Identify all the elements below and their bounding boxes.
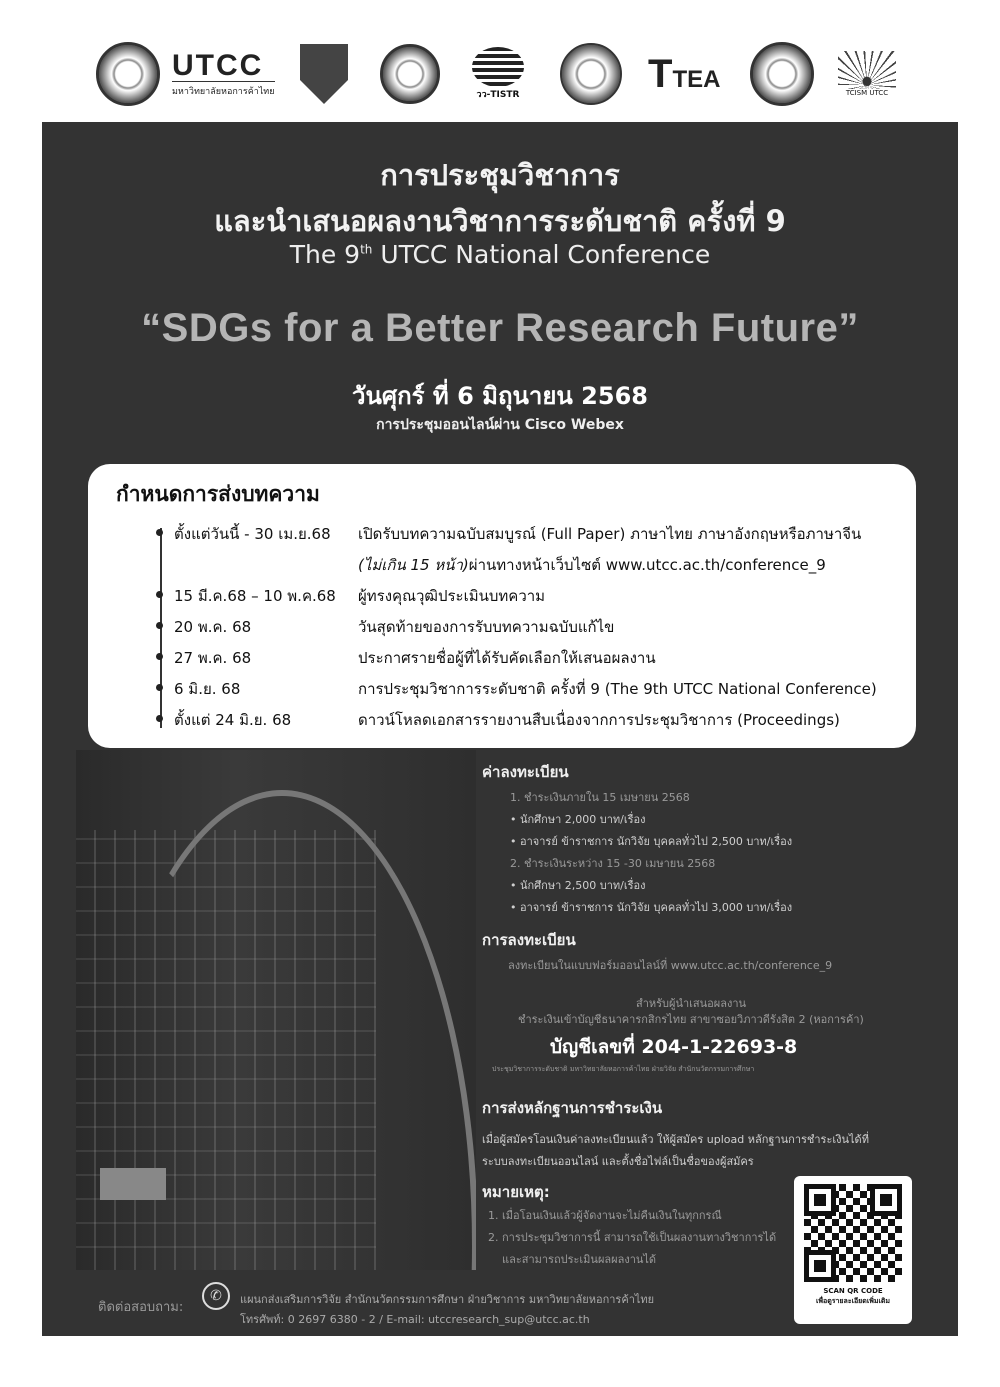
schedule-desc: ผู้ทรงคุณวุฒิประเมินบทความ	[358, 587, 546, 605]
schedule-date: ตั้งแต่ 24 มิ.ย. 68	[174, 711, 292, 729]
fees-student-1: • นักศึกษา 2,000 บาท/เรื่อง	[510, 810, 646, 828]
title-english-suffix: UTCC National Conference	[372, 240, 711, 269]
schedule-date: 20 พ.ค. 68	[174, 618, 252, 636]
proof-line-2: ระบบลงทะเบียนออนไลน์ และตั้งชื่อไฟล์เป็นชื่อของผู้สมัคร	[482, 1155, 754, 1168]
register-note-2: ชำระเงินเข้าบัญชีธนาคารกสิกรไทย สาขาซอยวิภาวดีรังสิต 2 (หอการค้า)	[518, 1013, 864, 1026]
remark-1: 1. เมื่อโอนเงินแล้วผู้จัดงานจะไม่คืนเงินในทุกกรณี	[488, 1209, 722, 1222]
schedule-date: 6 มิ.ย. 68	[174, 680, 241, 698]
timeline-dot	[156, 653, 163, 660]
contact-line-2: โทรศัพท์: 0 2697 6380 - 2 / E-mail: utccresearch_sup@utcc.ac.th	[240, 1313, 590, 1326]
timeline-dot	[156, 529, 163, 536]
utcc-logo-subtitle: มหาวิทยาลัยหอการค้าไทย	[172, 81, 275, 98]
schedule-date: 27 พ.ค. 68	[174, 649, 252, 667]
fees-general-1: • อาจารย์ ข้าราชการ นักวิจัย บุคคลทั่วไป 2,500 บาท/เรื่อง	[510, 832, 792, 850]
proof-title: การส่งหลักฐานการชำระเงิน	[482, 1099, 663, 1117]
schedule-desc-italic: (ไม่เกิน 15 หน้า)	[358, 556, 469, 574]
tcism-logo	[838, 42, 896, 106]
schedule-date: ตั้งแต่วันนี้ - 30 เม.ย.68	[174, 525, 331, 543]
fees-period-2: 2. ชำระเงินระหว่าง 15 -30 เมษายน 2568	[510, 857, 716, 870]
schedule-desc: การประชุมวิชาการระดับชาติ ครั้งที่ 9 (The 9th UTCC National Conference)	[358, 680, 877, 698]
qr-label	[794, 1286, 912, 1306]
qr-label-1: SCAN QR CODE	[823, 1287, 883, 1295]
schedule-date: 15 มี.ค.68 – 10 พ.ค.68	[174, 587, 336, 605]
timeline-dot	[156, 715, 163, 722]
contact-line-1: แผนกส่งเสริมการวิจัย สำนักนวัตกรรมการศึกษา ฝ่ายวิชาการ มหาวิทยาลัยหอการค้าไทย	[240, 1293, 655, 1306]
poster-panel	[42, 122, 958, 1336]
schedule-desc: ดาวน์โหลดเอกสารรายงานสืบเนื่องจากการประชุมวิชาการ (Proceedings)	[358, 711, 840, 729]
schedule-desc-line2	[358, 553, 826, 577]
title-english-prefix: The 9	[289, 240, 361, 269]
remarks-title: หมายเหตุ:	[482, 1183, 550, 1201]
proof-line-1: เมื่อผู้สมัครโอนเงินค่าลงทะเบียนแล้ว ให้ผู้สมัคร upload หลักฐานการชำระเงินได้ที่	[482, 1133, 869, 1146]
timeline-dot	[156, 591, 163, 598]
round-emblem-logo	[380, 42, 440, 106]
tistr-logo	[472, 42, 524, 106]
remark-3: และสามารถประเมินผลผลงานได้	[502, 1253, 657, 1266]
timeline-dot	[156, 622, 163, 629]
tcism-logo-text: TCISM UTCC	[845, 89, 889, 97]
fees-period-1: 1. ชำระเงินภายใน 15 เมษายน 2568	[510, 791, 690, 804]
slogan: “SDGs for a Better Research Future”	[141, 306, 859, 350]
schedule-desc: วันสุดท้ายของการรับบทความฉบับแก้ไข	[358, 618, 615, 636]
title-english-sup: th	[360, 242, 373, 257]
association-seal-logo	[750, 42, 814, 106]
register-fineprint: ประชุมวิชาการระดับชาติ มหาวิทยาลัยหอการค้าไทย ฝ่ายวิจัย สำนักนวัตกรรมการศึกษา	[492, 1065, 755, 1073]
logo-strip	[42, 28, 958, 120]
timeline-dot	[156, 684, 163, 691]
tea-logo-text: TEA	[672, 65, 721, 93]
fees-student-2: • นักศึกษา 2,500 บาท/เรื่อง	[510, 876, 646, 894]
contact-detail	[240, 1290, 654, 1330]
remark-2: 2. การประชุมวิชาการนี้ สามารถใช้เป็นผลงานทางวิชาการได้	[488, 1231, 777, 1244]
schedule-desc-url: ผ่านทางหน้าเว็บไซต์ www.utcc.ac.th/conference_9	[468, 556, 826, 574]
title-thai-line-2: และนำเสนอผลงานวิชาการระดับชาติ ครั้งที่ 9	[214, 204, 786, 238]
fees-title: ค่าลงทะเบียน	[482, 763, 569, 781]
schedule-title: กำหนดการส่งบทความ	[116, 482, 320, 506]
building-photo	[76, 750, 476, 1270]
register-note-1: สำหรับผู้นำเสนอผลงาน	[636, 997, 747, 1010]
schedule-box	[88, 464, 916, 748]
utcc-logo	[172, 42, 275, 106]
schedule-desc: เปิดรับบทความฉบับสมบูรณ์ (Full Paper) ภาษาไทย ภาษาอังกฤษหรือภาษาจีน	[358, 525, 862, 543]
wave-emblem-logo	[560, 42, 622, 106]
university-seal-logo	[96, 42, 160, 106]
bank-account: บัญชีเลขที่ 204-1-22693-8	[550, 1036, 798, 1058]
title-english	[42, 240, 958, 269]
contact-label: ติดต่อสอบถาม:	[98, 1300, 184, 1315]
fees-general-2: • อาจารย์ ข้าราชการ นักวิจัย บุคคลทั่วไป 3,000 บาท/เรื่อง	[510, 898, 792, 916]
register-title: การลงทะเบียน	[482, 931, 576, 949]
register-line: ลงทะเบียนในแบบฟอร์มออนไลน์ที่ www.utcc.ac.th/conference_9	[508, 959, 833, 972]
whatsapp-icon: ✆	[202, 1282, 230, 1310]
conference-date: วันศุกร์ ที่ 6 มิถุนายน 2568	[352, 382, 648, 410]
shield-logo	[300, 42, 348, 106]
tea-logo	[648, 42, 720, 106]
tea-logo-t: T	[648, 51, 673, 96]
utcc-logo-name: UTCC	[172, 48, 264, 82]
schedule-desc: ประกาศรายชื่อผู้ที่ได้รับคัดเลือกให้เสนอผลงาน	[358, 649, 656, 667]
qr-label-2: เพื่อดูรายละเอียดเพิ่มเติม	[815, 1297, 891, 1305]
tistr-logo-text: วว-TISTR	[476, 90, 520, 100]
qr-code-card[interactable]	[794, 1176, 912, 1324]
title-thai-line-1: การประชุมวิชาการ	[380, 158, 620, 192]
conference-venue: การประชุมออนไลน์ผ่าน Cisco Webex	[376, 417, 624, 433]
